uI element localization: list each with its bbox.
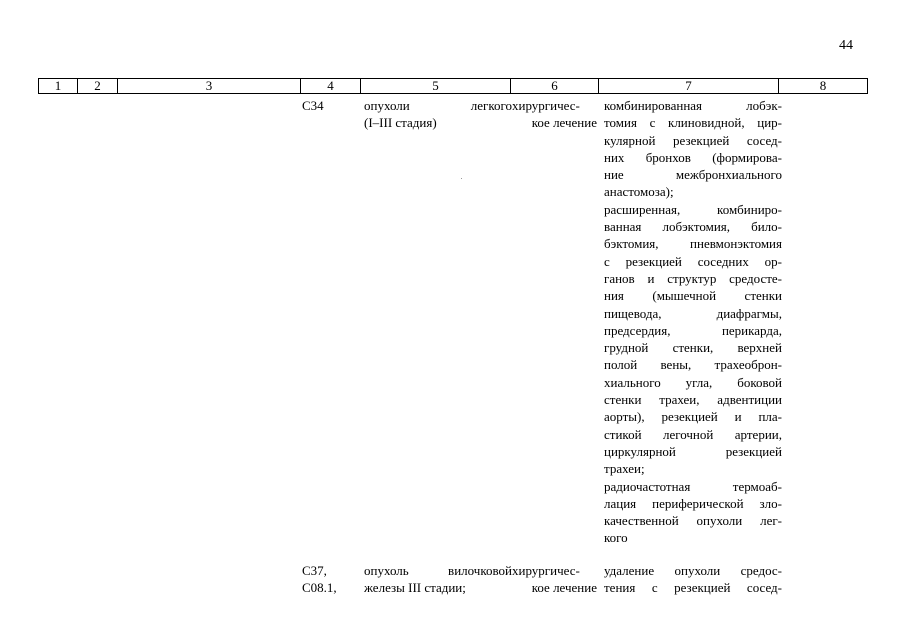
header-col-6: 6 — [511, 79, 599, 93]
treatment-line: кое лечение — [531, 115, 597, 131]
treatment-line: хирургичес- — [512, 98, 580, 113]
method-line: анастомоза); — [604, 184, 674, 200]
method-line: трахеи; — [604, 461, 645, 477]
method-line: бэктомия, пневмонэктомия — [604, 236, 782, 252]
header-col-8: 8 — [819, 78, 827, 93]
method-line: качественной опухоли лег- — [604, 513, 782, 529]
table-header-row — [38, 78, 868, 94]
method-line: томия с клиновидной, цир- — [604, 115, 782, 131]
method-line: комбинированная лобэк- — [604, 98, 782, 113]
row-1-method — [604, 97, 782, 547]
method-line: грудной стенки, верхней — [604, 340, 782, 356]
method-line: полой вены, трахеоброн- — [604, 357, 782, 373]
code-line: C08.1, — [302, 580, 337, 596]
method-line: хиального угла, боковой — [604, 374, 782, 390]
scan-speck — [461, 178, 462, 179]
method-line: тения с резекцией сосед- — [604, 580, 782, 596]
diagnosis-line: опухоли легкого — [364, 98, 512, 113]
method-line: радиочастотная термоаб- — [604, 478, 782, 494]
header-col-2: 2 — [78, 79, 118, 93]
page-number: 44 — [839, 38, 853, 53]
header-col-5: 5 — [361, 79, 511, 93]
method-line: пищевода, диафрагмы, — [604, 305, 782, 321]
method-line: ганов и структур средосте- — [604, 270, 782, 286]
header-col-3: 3 — [118, 79, 301, 93]
method-line: ние межбронхиального — [604, 167, 782, 183]
method-line: ния (мышечной стенки — [604, 288, 782, 304]
method-line: расширенная, комбиниро- — [604, 201, 782, 217]
row-1-diagnosis — [364, 97, 512, 132]
method-line: с резекцией соседних ор- — [604, 253, 782, 269]
treatment-line: хирургичес- — [512, 563, 580, 578]
header-col-4: 4 — [301, 79, 361, 93]
method-line: лация периферической зло- — [604, 495, 782, 511]
header-col-7: 7 — [599, 79, 779, 93]
code-line: C37, — [302, 563, 327, 578]
row-1-treatment — [512, 97, 597, 132]
code-line: C34 — [302, 98, 324, 113]
diagnosis-line: (I–III стадия) — [364, 115, 437, 131]
row-2-method — [604, 562, 782, 597]
row-1-code — [302, 97, 354, 114]
diagnosis-line: железы III стадии; — [364, 580, 466, 596]
method-line: предсердия, перикарда, — [604, 322, 782, 338]
method-line: кулярной резекцией сосед- — [604, 132, 782, 148]
header-col-1: 1 — [39, 79, 78, 93]
method-line: циркулярной резекцией — [604, 443, 782, 459]
treatment-line: кое лечение — [531, 580, 597, 596]
method-line: аорты), резекцией и пла- — [604, 409, 782, 425]
diagnosis-line: опухоль вилочковой — [364, 563, 512, 578]
row-2-diagnosis — [364, 562, 512, 597]
row-2-treatment — [512, 562, 597, 597]
method-line: них бронхов (формирова- — [604, 149, 782, 165]
method-line: стикой легочной артерии, — [604, 426, 782, 442]
method-line: кого — [604, 530, 628, 546]
method-line: удаление опухоли средос- — [604, 563, 782, 578]
method-line: стенки трахеи, адвентиции — [604, 392, 782, 408]
method-line: ванная лобэктомия, било- — [604, 219, 782, 235]
row-2-code — [302, 562, 354, 597]
